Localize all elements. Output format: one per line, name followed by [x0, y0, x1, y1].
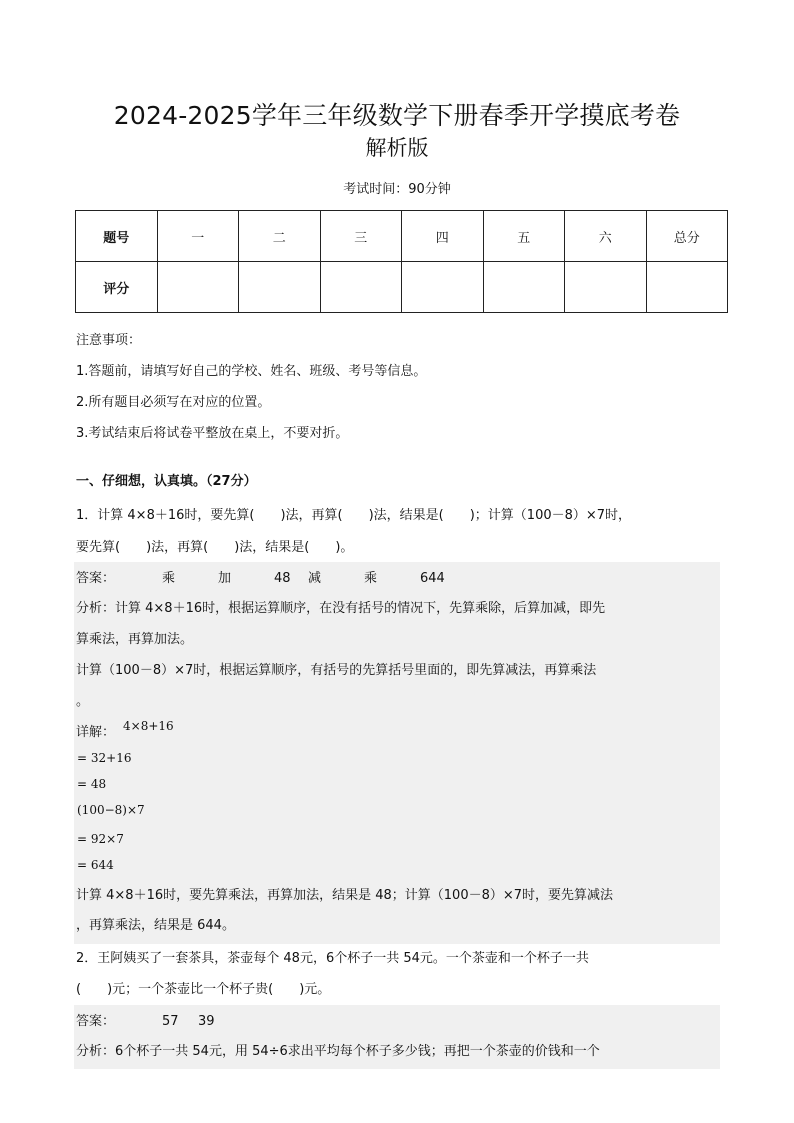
notes-item: 2.所有题目必须写在对应的位置。 — [76, 395, 271, 410]
q1-analysis-line: 算乘法，再算加法。 — [76, 632, 194, 647]
question-2-line: ( )元；一个茶壶比一个杯子贵( )元。 — [76, 982, 331, 997]
q1-math-line: = 644 — [77, 858, 114, 872]
answer-value: 644 — [420, 571, 445, 586]
score-cell: 四 — [402, 211, 484, 262]
answer-value: 48 — [274, 571, 291, 586]
answer-value: 39 — [198, 1014, 215, 1029]
score-table-score-row — [76, 262, 728, 313]
q1-math-line: = 32+16 — [77, 751, 132, 765]
q1-analysis-line: 分析：计算 4×8＋16时，根据运算顺序，在没有括号的情况下，先算乘除，后算加减，即先 — [76, 601, 606, 616]
score-cell: 三 — [320, 211, 402, 262]
score-input-cell[interactable] — [239, 262, 321, 313]
q1-analysis-line: 。 — [76, 694, 90, 709]
notes-block — [76, 331, 426, 455]
answer-value: 加 — [218, 571, 232, 586]
answer-value: 减 — [308, 571, 322, 586]
q1-math-line: = 48 — [77, 777, 107, 791]
score-input-cell[interactable] — [483, 262, 565, 313]
exam-time: 考试时间：90分钟 — [343, 182, 451, 197]
exam-title: 2024-2025学年三年级数学下册春季开学摸底考卷 — [113, 101, 681, 130]
score-input-cell[interactable] — [646, 262, 728, 313]
score-cell: 总分 — [646, 211, 728, 262]
answer-label: 答案： — [76, 1014, 116, 1029]
score-input-cell[interactable] — [565, 262, 647, 313]
question-2-line: 2．王阿姨买了一套茶具，茶壶每个 48元，6个杯子一共 54元。一个茶壶和一个杯子一共 — [76, 951, 589, 966]
notes-item: 1.答题前，请填写好自己的学校、姓名、班级、考号等信息。 — [76, 364, 427, 379]
q1-math-line: 4×8+16 — [123, 719, 174, 733]
score-input-cell[interactable] — [402, 262, 484, 313]
q1-math-line: = 92×7 — [77, 832, 124, 846]
q1-analysis-line: 计算（100－8）×7时，根据运算顺序，有括号的先算括号里面的，即先算减法，再算乘法 — [76, 663, 597, 678]
question-1-line: 1．计算 4×8＋16时，要先算( )法，再算( )法，结果是( )；计算（100－8）×7时， — [76, 508, 632, 523]
section-title: 一、仔细想，认真填。（27分） — [76, 474, 257, 489]
score-cell: 一 — [157, 211, 239, 262]
score-input-cell[interactable] — [320, 262, 402, 313]
score-table-header-row — [76, 211, 728, 262]
score-input-cell[interactable] — [157, 262, 239, 313]
answer-value: 乘 — [364, 571, 378, 586]
q2-answer-row — [76, 1010, 215, 1029]
score-cell: 题号 — [76, 211, 158, 262]
score-cell: 六 — [565, 211, 647, 262]
q1-conclusion-line: ，再算乘法，结果是 644。 — [76, 918, 235, 933]
q2-analysis-line: 分析：6个杯子一共 54元，用 54÷6求出平均每个杯子多少钱；再把一个茶壶的价钱和一个 — [76, 1044, 600, 1059]
score-label-cell: 评分 — [76, 262, 158, 313]
score-cell: 五 — [483, 211, 565, 262]
score-cell: 二 — [239, 211, 321, 262]
q1-conclusion-line: 计算 4×8＋16时，要先算乘法，再算加法，结果是 48；计算（100－8）×7时，要先算减法 — [76, 888, 614, 903]
q1-answer-row — [76, 567, 445, 586]
answer-value: 57 — [162, 1014, 179, 1029]
q1-math-line: (100−8)×7 — [77, 803, 145, 817]
q1-detail-label: 详解： — [76, 725, 116, 740]
question-1-line: 要先算( )法，再算( )法，结果是( )。 — [76, 540, 354, 555]
exam-subtitle: 解析版 — [365, 136, 429, 160]
notes-title: 注意事项： — [76, 333, 142, 348]
answer-label: 答案： — [76, 571, 116, 586]
score-table — [75, 210, 728, 313]
answer-value: 乘 — [162, 571, 176, 586]
notes-item: 3.考试结束后将试卷平整放在桌上，不要对折。 — [76, 426, 349, 441]
